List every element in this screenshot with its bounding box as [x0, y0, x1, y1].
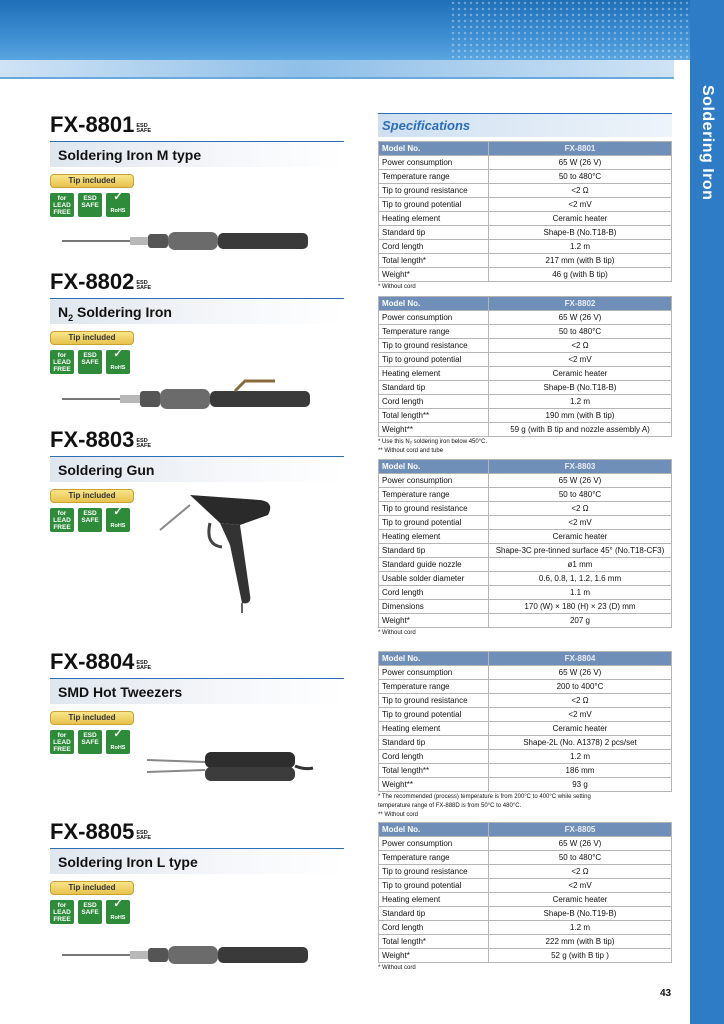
spec-value: 50 to 480°C: [489, 170, 672, 184]
spec-label: Weight**: [379, 778, 489, 792]
product-fx-8805: [50, 820, 350, 924]
spec-row: [379, 325, 672, 339]
spec-row: [379, 423, 672, 437]
esd-safe-icon: ESD SAFE: [78, 730, 102, 754]
spec-header-label: Model No.: [379, 297, 489, 311]
tip-included-badge: Tip included: [50, 489, 134, 503]
spec-row: [379, 921, 672, 935]
spec-row: [379, 409, 672, 423]
spec-row: [379, 254, 672, 268]
spec-value: Ceramic heater: [489, 367, 672, 381]
model-title: FX-8801: [50, 112, 135, 137]
spec-label: Weight*: [379, 268, 489, 282]
product-subtitle: Soldering Iron M type: [50, 141, 344, 167]
spec-label: Standard tip: [379, 907, 489, 921]
spec-row: [379, 666, 672, 680]
spec-footnote: temperature range of FX-888D is from 50°C to 480°C.: [378, 803, 522, 809]
spec-header-model: FX-8804: [489, 652, 672, 666]
spec-row: [379, 156, 672, 170]
spec-value: 1.2 m: [489, 240, 672, 254]
spec-label: Cord length: [379, 395, 489, 409]
spec-header-model: FX-8803: [489, 460, 672, 474]
spec-label: Heating element: [379, 893, 489, 907]
spec-value: 207 g: [489, 614, 672, 628]
spec-row: [379, 572, 672, 586]
spec-row: [379, 708, 672, 722]
specifications-section: [378, 113, 672, 137]
spec-table: [378, 296, 672, 437]
subtitle-subscript: 2: [68, 312, 74, 323]
spec-label: Cord length: [379, 921, 489, 935]
spec-value: 200 to 400°C: [489, 680, 672, 694]
esd-mark: ESD SAFE: [136, 438, 152, 449]
spec-value: 1.2 m: [489, 750, 672, 764]
spec-footnote: * The recommended (process) temperature is from 200°C to 400°C while setting: [378, 794, 591, 800]
model-title: FX-8804: [50, 649, 135, 674]
spec-table: [378, 459, 672, 628]
spec-header-label: Model No.: [379, 460, 489, 474]
spec-header-model: FX-8801: [489, 142, 672, 156]
spec-header-model: FX-8805: [489, 823, 672, 837]
spec-label: Standard tip: [379, 381, 489, 395]
spec-value: 1.1 m: [489, 586, 672, 600]
spec-label: Dimensions: [379, 600, 489, 614]
spec-row: [379, 680, 672, 694]
spec-footnote: ** Without cord: [378, 812, 419, 818]
spec-value: 65 W (26 V): [489, 474, 672, 488]
cert-row: [50, 350, 350, 374]
spec-row: [379, 530, 672, 544]
spec-value: Ceramic heater: [489, 893, 672, 907]
spec-row: [379, 170, 672, 184]
spec-label: Tip to ground resistance: [379, 694, 489, 708]
spec-label: Power consumption: [379, 311, 489, 325]
spec-value: 52 g (with B tip ): [489, 949, 672, 963]
spec-row: [379, 935, 672, 949]
spec-header-label: Model No.: [379, 142, 489, 156]
spec-value: <2 mV: [489, 353, 672, 367]
product-subtitle: [50, 298, 344, 324]
spec-value: <2 Ω: [489, 339, 672, 353]
spec-label: Total length**: [379, 409, 489, 423]
spec-label: Tip to ground potential: [379, 516, 489, 530]
spec-label: Weight*: [379, 949, 489, 963]
spec-value: Shape-B (No.T19-B): [489, 907, 672, 921]
spec-row: [379, 502, 672, 516]
spec-label: Standard tip: [379, 736, 489, 750]
n2-soldering-iron-image: [60, 378, 310, 412]
spec-value: 65 W (26 V): [489, 666, 672, 680]
spec-label: Cord length: [379, 240, 489, 254]
esd-safe-icon: ESD SAFE: [78, 350, 102, 374]
spec-table-fx-8803: [378, 459, 672, 637]
rohs-icon: ✓ RoHS: [106, 900, 130, 924]
spec-value: Ceramic heater: [489, 530, 672, 544]
spec-header-row: [379, 142, 672, 156]
spec-label: Temperature range: [379, 325, 489, 339]
spec-header-label: Model No.: [379, 823, 489, 837]
lead-free-icon: for LEAD FREE: [50, 508, 74, 532]
spec-row: [379, 778, 672, 792]
model-title: FX-8805: [50, 819, 135, 844]
product-fx-8804: [50, 650, 350, 754]
spec-row: [379, 614, 672, 628]
spec-label: Heating element: [379, 367, 489, 381]
spec-row: [379, 736, 672, 750]
side-section-label: Soldering Iron: [699, 85, 716, 201]
spec-value: <2 Ω: [489, 865, 672, 879]
spec-label: Total length**: [379, 764, 489, 778]
spec-row: [379, 367, 672, 381]
spec-value: <2 mV: [489, 198, 672, 212]
spec-value: <2 mV: [489, 879, 672, 893]
product-subtitle: Soldering Iron L type: [50, 848, 344, 874]
spec-value: 50 to 480°C: [489, 851, 672, 865]
product-subtitle: SMD Hot Tweezers: [50, 678, 344, 704]
spec-value: Ceramic heater: [489, 722, 672, 736]
spec-label: Tip to ground resistance: [379, 865, 489, 879]
tip-included-badge: Tip included: [50, 881, 134, 895]
spec-value: 46 g (with B tip): [489, 268, 672, 282]
spec-label: Total length*: [379, 935, 489, 949]
spec-table-fx-8804: [378, 651, 672, 819]
spec-row: [379, 226, 672, 240]
lead-free-icon: for LEAD FREE: [50, 193, 74, 217]
spec-value: 170 (W) × 180 (H) × 23 (D) mm: [489, 600, 672, 614]
spec-row: [379, 865, 672, 879]
spec-value: 190 mm (with B tip): [489, 409, 672, 423]
lead-free-icon: for LEAD FREE: [50, 730, 74, 754]
model-title: FX-8802: [50, 269, 135, 294]
spec-row: [379, 353, 672, 367]
spec-footnote: * Without cord: [378, 965, 416, 971]
spec-label: Total length*: [379, 254, 489, 268]
spec-value: <2 mV: [489, 708, 672, 722]
spec-label: Power consumption: [379, 666, 489, 680]
spec-header-row: [379, 460, 672, 474]
rohs-icon: ✓ RoHS: [106, 730, 130, 754]
spec-label: Standard guide nozzle: [379, 558, 489, 572]
spec-row: [379, 879, 672, 893]
spec-label: Tip to ground resistance: [379, 339, 489, 353]
subtitle-text: Soldering Iron: [73, 304, 172, 320]
spec-row: [379, 381, 672, 395]
spec-label: Heating element: [379, 212, 489, 226]
spec-value: Shape-B (No.T18-B): [489, 226, 672, 240]
rohs-icon: ✓ RoHS: [106, 508, 130, 532]
spec-label: Temperature range: [379, 488, 489, 502]
spec-label: Temperature range: [379, 680, 489, 694]
cert-row: [50, 193, 350, 217]
spec-label: Power consumption: [379, 474, 489, 488]
spec-label: Power consumption: [379, 156, 489, 170]
spec-row: [379, 750, 672, 764]
spec-footnote: * Without cord: [378, 284, 416, 290]
spec-label: Tip to ground potential: [379, 879, 489, 893]
spec-value: 1.2 m: [489, 921, 672, 935]
spec-value: 0.6, 0.8, 1, 1.2, 1.6 mm: [489, 572, 672, 586]
spec-value: 222 mm (with B tip): [489, 935, 672, 949]
spec-row: [379, 949, 672, 963]
spec-label: Cord length: [379, 750, 489, 764]
esd-safe-icon: ESD SAFE: [78, 900, 102, 924]
rohs-icon: ✓ RoHS: [106, 193, 130, 217]
spec-row: [379, 764, 672, 778]
spec-value: 1.2 m: [489, 395, 672, 409]
spec-value: <2 Ω: [489, 694, 672, 708]
spec-table-fx-8801: [378, 141, 672, 291]
spec-row: [379, 516, 672, 530]
spec-row: [379, 268, 672, 282]
spec-value: 50 to 480°C: [489, 325, 672, 339]
top-stripe: [0, 60, 674, 79]
spec-label: Heating element: [379, 722, 489, 736]
spec-header-row: [379, 297, 672, 311]
tip-included-badge: Tip included: [50, 174, 134, 188]
spec-row: [379, 488, 672, 502]
soldering-iron-l-image: [60, 940, 310, 970]
spec-row: [379, 544, 672, 558]
spec-table-fx-8802: [378, 296, 672, 455]
spec-row: [379, 694, 672, 708]
spec-row: [379, 212, 672, 226]
lead-free-icon: for LEAD FREE: [50, 900, 74, 924]
spec-value: 65 W (26 V): [489, 311, 672, 325]
spec-label: Tip to ground resistance: [379, 184, 489, 198]
spec-label: Weight**: [379, 423, 489, 437]
spec-row: [379, 198, 672, 212]
spec-label: Weight*: [379, 614, 489, 628]
spec-row: [379, 240, 672, 254]
spec-row: [379, 474, 672, 488]
soldering-iron-m-image: [60, 226, 310, 256]
spec-row: [379, 311, 672, 325]
spec-label: Standard tip: [379, 226, 489, 240]
spec-value: 186 mm: [489, 764, 672, 778]
spec-label: Tip to ground potential: [379, 708, 489, 722]
spec-table-fx-8805: [378, 822, 672, 972]
spec-value: <2 mV: [489, 516, 672, 530]
spec-row: [379, 339, 672, 353]
spec-table: [378, 651, 672, 792]
spec-label: Usable solder diameter: [379, 572, 489, 586]
esd-mark: ESD SAFE: [136, 280, 152, 291]
tip-included-badge: Tip included: [50, 711, 134, 725]
spec-value: Shape-B (No.T18-B): [489, 381, 672, 395]
spec-label: Tip to ground potential: [379, 198, 489, 212]
spec-header-row: [379, 823, 672, 837]
spec-value: 65 W (26 V): [489, 837, 672, 851]
spec-label: Temperature range: [379, 170, 489, 184]
esd-mark: ESD SAFE: [136, 660, 152, 671]
lead-free-icon: for LEAD FREE: [50, 350, 74, 374]
esd-safe-icon: ESD SAFE: [78, 193, 102, 217]
esd-mark: ESD SAFE: [136, 123, 152, 134]
spec-footnote: * Without cord: [378, 630, 416, 636]
spec-row: [379, 837, 672, 851]
spec-value: Shape-3C pre-tinned surface 45° (No.T18-CF3): [489, 544, 672, 558]
spec-label: Tip to ground resistance: [379, 502, 489, 516]
spec-row: [379, 907, 672, 921]
product-fx-8801: [50, 113, 350, 217]
spec-label: Power consumption: [379, 837, 489, 851]
product-fx-8802: [50, 270, 350, 374]
spec-row: [379, 395, 672, 409]
spec-label: Standard tip: [379, 544, 489, 558]
spec-row: [379, 586, 672, 600]
top-banner: [0, 0, 690, 60]
spec-label: Heating element: [379, 530, 489, 544]
spec-row: [379, 558, 672, 572]
spec-value: ø1 mm: [489, 558, 672, 572]
spec-row: [379, 184, 672, 198]
rohs-icon: ✓ RoHS: [106, 350, 130, 374]
cert-row: [50, 900, 350, 924]
specifications-title: Specifications: [378, 113, 672, 137]
spec-value: 217 mm (with B tip): [489, 254, 672, 268]
spec-table: [378, 822, 672, 963]
spec-row: [379, 893, 672, 907]
spec-value: 93 g: [489, 778, 672, 792]
spec-table: [378, 141, 672, 282]
spec-value: <2 Ω: [489, 184, 672, 198]
spec-value: Shape-2L (No. A1378) 2 pcs/set: [489, 736, 672, 750]
spec-value: 59 g (with B tip and nozzle assembly A): [489, 423, 672, 437]
tip-included-badge: Tip included: [50, 331, 134, 345]
spec-row: [379, 851, 672, 865]
spec-footnote: * Use this N₂ soldering iron below 450°C.: [378, 439, 488, 445]
spec-label: Cord length: [379, 586, 489, 600]
spec-value: <2 Ω: [489, 502, 672, 516]
page-number: 43: [660, 988, 672, 999]
spec-footnote: ** Without cord and tube: [378, 448, 444, 454]
model-title: FX-8803: [50, 427, 135, 452]
esd-mark: ESD SAFE: [136, 830, 152, 841]
spec-header-row: [379, 652, 672, 666]
spec-header-model: FX-8802: [489, 297, 672, 311]
smd-hot-tweezers-image: [145, 740, 315, 790]
spec-row: [379, 722, 672, 736]
spec-label: Tip to ground potential: [379, 353, 489, 367]
subtitle-prefix: N: [58, 304, 69, 320]
esd-safe-icon: ESD SAFE: [78, 508, 102, 532]
spec-header-label: Model No.: [379, 652, 489, 666]
spec-value: 50 to 480°C: [489, 488, 672, 502]
soldering-gun-image: [150, 485, 290, 615]
spec-label: Temperature range: [379, 851, 489, 865]
product-subtitle: Soldering Gun: [50, 456, 344, 482]
spec-row: [379, 600, 672, 614]
spec-value: 65 W (26 V): [489, 156, 672, 170]
spec-value: Ceramic heater: [489, 212, 672, 226]
